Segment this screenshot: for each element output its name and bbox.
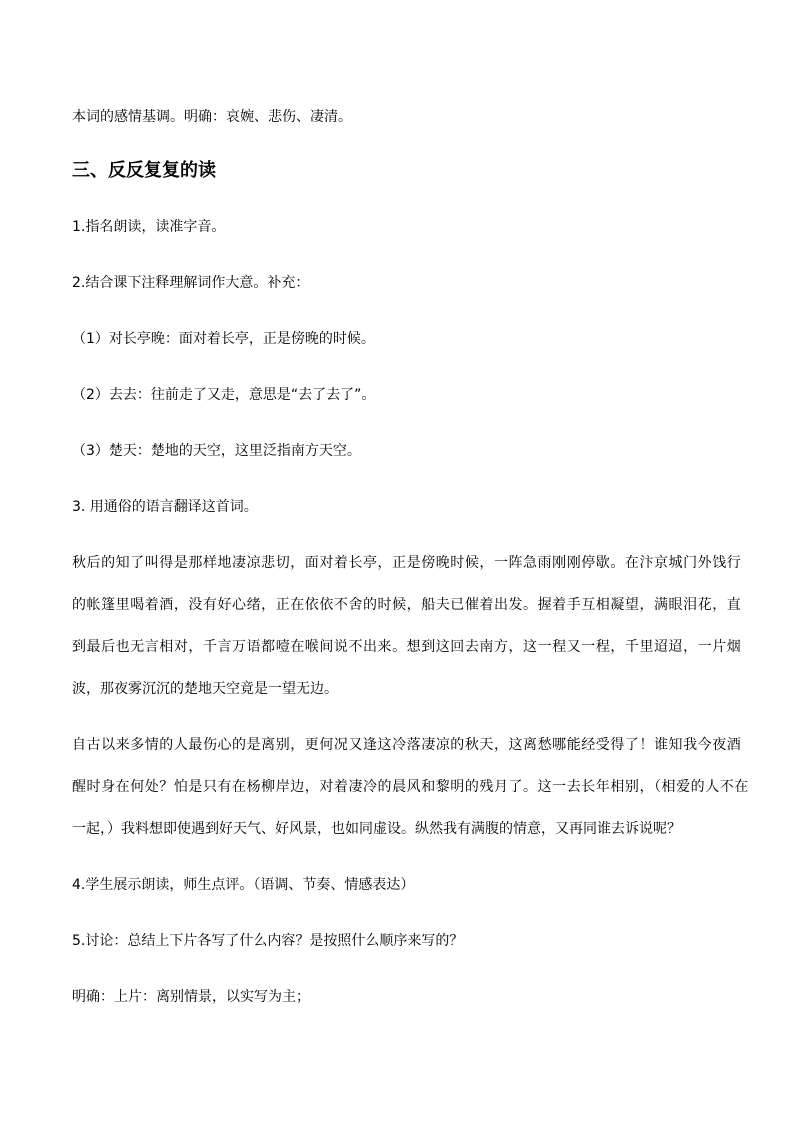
translation-para1-line: 到最后也无言相对，千言万语都噎在喉间说不出来。想到这回去南方，这一程又一程，千里迢迢，一片烟 — [72, 639, 742, 655]
intro-line: 本词的感情基调。明确：哀婉、悲伤、凄清。 — [72, 109, 352, 125]
translation-para1-line: 秋后的知了叫得是那样地凄凉悲切，面对着长亭，正是傍晚时候，一阵急雨刚刚停歇。在汴京城门外饯行 — [72, 555, 742, 571]
answer-line: 明确：上片：离别情景，以实写为主； — [72, 989, 310, 1005]
translation-para1-line: 的帐篷里喝着酒，没有好心绪，正在依依不舍的时候，船夫已催着出发。握着手互相凝望，满眼泪花，直 — [72, 597, 742, 613]
list-item-1: 1.指名朗读，读准字音。 — [72, 219, 226, 235]
translation-para1-line: 波，那夜雾沉沉的楚地天空竟是一望无边。 — [72, 681, 338, 697]
sub-item-1: （1）对长亭晚：面对着长亭，正是傍晚的时候。 — [72, 331, 375, 347]
list-item-3: 3. 用通俗的语言翻译这首词。 — [72, 499, 258, 515]
translation-para2-line: 一起，）我料想即使遇到好天气、好风景，也如同虚设。纵然我有满腹的情意，又再同谁去诉说呢？ — [72, 821, 681, 837]
list-item-4: 4.学生展示朗读，师生点评。（语调、节奏、情感表达） — [72, 877, 415, 893]
section-heading: 三、反反复复的读 — [72, 160, 216, 181]
list-item-2: 2.结合课下注释理解词作大意。补充： — [72, 275, 310, 291]
list-item-5: 5.讨论：总结上下片各写了什么内容？是按照什么顺序来写的？ — [72, 933, 464, 949]
sub-item-2: （2）去去：往前走了又走，意思是“去了去了”。 — [72, 387, 376, 403]
sub-item-3: （3）楚天：楚地的天空，这里泛指南方天空。 — [72, 443, 361, 459]
translation-para2-line: 自古以来多情的人最伤心的是离别，更何况又逢这冷落凄凉的秋天，这离愁哪能经受得了！谁知我今夜酒 — [72, 737, 742, 753]
translation-para2-line: 醒时身在何处？怕是只有在杨柳岸边，对着凄冷的晨风和黎明的残月了。这一去长年相别，（相爱的人不在 — [72, 779, 749, 795]
